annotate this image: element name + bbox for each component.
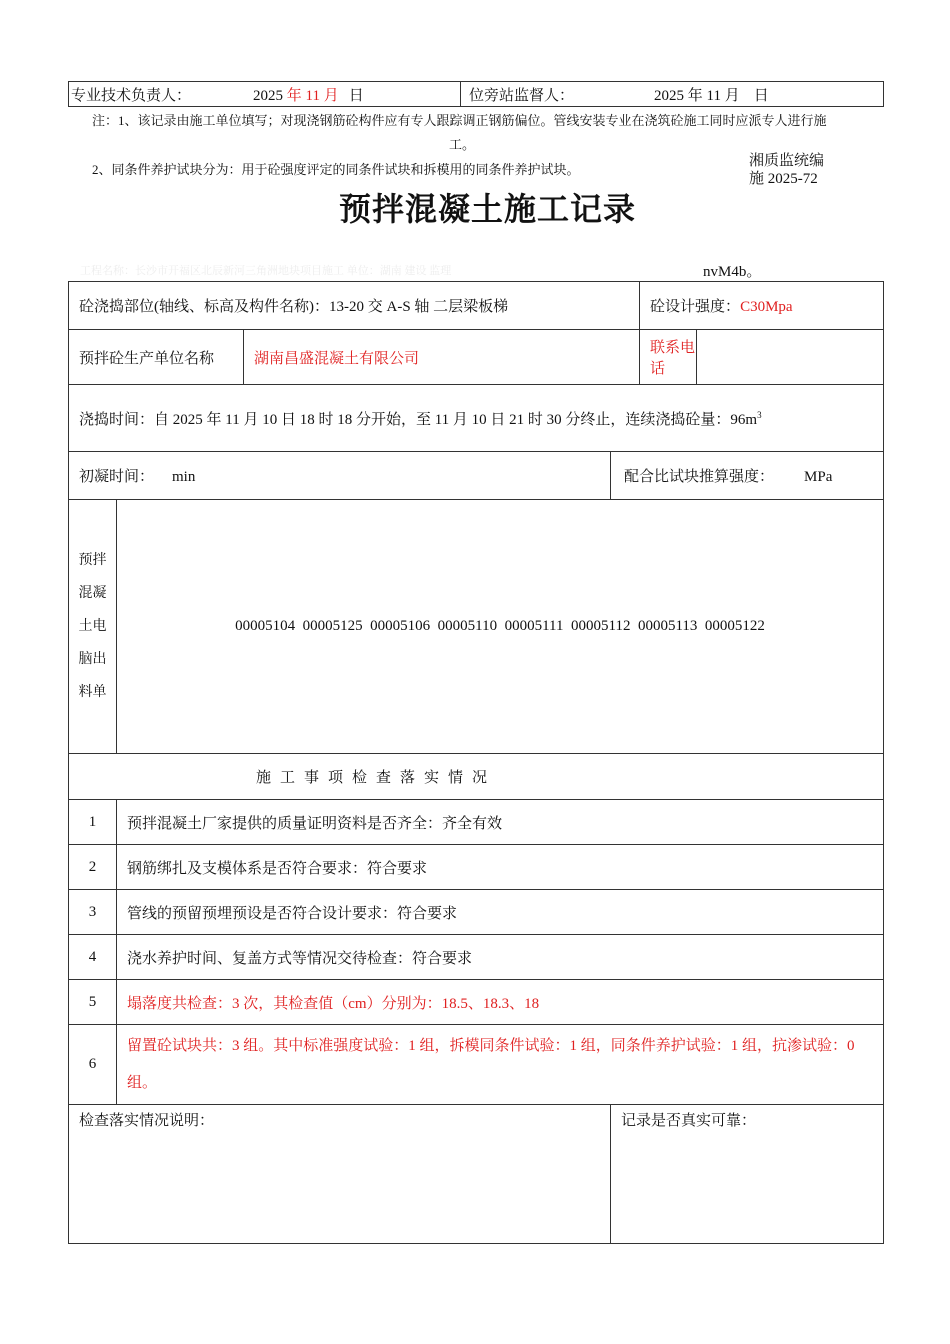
remarks-row	[69, 1105, 884, 1244]
explanation-cell: 检查落实情况说明：	[69, 1105, 611, 1244]
item-text: 塌落度共检查：3 次，其检查值（cm）分别为：18.5、18.3、18	[117, 980, 884, 1025]
design-strength-label: 砼设计强度：	[650, 299, 741, 315]
table-row	[69, 1025, 884, 1105]
phone-label: 联系电话	[640, 330, 697, 385]
set-time-row	[69, 452, 884, 500]
table-row	[69, 800, 884, 845]
stray-text: nvM4b。	[703, 264, 762, 280]
inspection-header-cell	[69, 754, 884, 800]
note-1-line-2: 工。	[449, 137, 476, 152]
item-text: 管线的预留预埋预设是否符合设计要求：符合要求	[117, 890, 884, 935]
pour-time-row	[69, 385, 884, 452]
item-text: 钢筋绑扎及支模体系是否符合要求：符合要求	[117, 845, 884, 890]
printout-label	[69, 500, 117, 754]
tech-lead-label: 专业技术负责人：	[71, 87, 192, 104]
table-row	[69, 845, 884, 890]
item-number: 4	[69, 935, 117, 980]
inspection-header-row	[69, 754, 884, 800]
item-number: 1	[69, 800, 117, 845]
printout-label-line: 脑出	[78, 652, 107, 667]
location-row	[69, 282, 884, 330]
document-code-line-2: 施 2025-72	[749, 171, 818, 187]
supervisor-label: 位旁站监督人：	[469, 87, 575, 104]
supervisor-day: 日	[753, 87, 769, 104]
design-strength-value: C30Mpa	[740, 299, 793, 315]
table-row	[69, 935, 884, 980]
mix-strength-label: 配合比试块推算强度：	[624, 469, 775, 485]
tech-lead-signature-cell	[69, 82, 461, 107]
supervisor-date: 2025 年 11 月	[654, 87, 740, 104]
printout-label-line: 混凝	[78, 586, 107, 601]
supervisor-signature-cell	[461, 82, 884, 107]
tech-lead-year: 2025	[253, 87, 284, 104]
printout-row	[69, 500, 884, 754]
tech-lead-year-suffix: 年	[283, 87, 302, 104]
document-code	[749, 152, 824, 188]
tech-lead-day: 日	[348, 87, 364, 104]
pour-location-cell: 砼浇捣部位(轴线、标高及构件名称)：13-20 交 A-S 轴 二层梁板梯	[69, 282, 640, 330]
printout-label-line: 预拌	[78, 553, 107, 568]
volume-unit-superscript: 3	[757, 409, 762, 420]
pour-time-text: 浇捣时间：自 2025 年 11 月 10 日 18 时 18 分开始，至 11 月 10 日 21 时 30 分终止，连续浇捣砼量：96m	[79, 411, 758, 428]
printout-label-line: 料单	[78, 685, 107, 700]
initial-set-label: 初凝时间：	[79, 469, 155, 485]
page-title: 预拌混凝土施工记录	[338, 191, 636, 227]
faint-project-line: 工程名称：长沙市开福区北辰新河三角洲地块项目施工 单位：湖南 建设 监理	[80, 265, 452, 277]
signature-table	[68, 81, 884, 107]
phone-value	[697, 330, 884, 385]
item-number: 3	[69, 890, 117, 935]
producer-value: 湖南昌盛混凝土有限公司	[244, 330, 640, 385]
printout-label-line: 土电	[78, 619, 107, 634]
pour-time-cell	[69, 385, 884, 452]
printout-numbers: 00005104 00005125 00005106 00005110 00005111 00005112 00005113 00005122	[117, 500, 884, 754]
producer-label: 预拌砼生产单位名称	[69, 330, 244, 385]
item-number: 5	[69, 980, 117, 1025]
table-row	[69, 980, 884, 1025]
inspection-header: 施工事项检查落实情况	[256, 770, 497, 786]
item-number: 2	[69, 845, 117, 890]
mix-strength-unit: MPa	[804, 469, 833, 485]
producer-row	[69, 330, 884, 385]
construction-record-form	[68, 281, 884, 1244]
item-number: 6	[69, 1025, 117, 1105]
design-strength-cell	[640, 282, 884, 330]
table-row	[69, 890, 884, 935]
item-text: 浇水养护时间、复盖方式等情况交待检查：符合要求	[117, 935, 884, 980]
initial-set-unit: min	[172, 469, 196, 485]
tech-lead-month: 11 月	[301, 87, 339, 104]
authenticity-cell: 记录是否真实可靠：	[611, 1105, 884, 1244]
item-text: 预拌混凝土厂家提供的质量证明资料是否齐全：齐全有效	[117, 800, 884, 845]
initial-set-cell	[69, 452, 611, 500]
mix-strength-cell	[611, 452, 884, 500]
item-text: 留置砼试块共：3 组。其中标准强度试验：1 组，拆模同条件试验：1 组，同条件养护试验：1 组，抗渗试验：0 组。	[117, 1025, 884, 1105]
note-1-line-1: 注：1、该记录由施工单位填写；对现浇钢筋砼构件应有专人跟踪调正钢筋偏位。管线安装专业在浇筑砼施工同时应派专人进行施	[92, 113, 827, 128]
document-code-line-1: 湘质监统编	[749, 153, 825, 169]
note-2: 2、同条件养护试块分为：用于砼强度评定的同条件试块和拆模用的同条件养护试块。	[92, 162, 580, 177]
